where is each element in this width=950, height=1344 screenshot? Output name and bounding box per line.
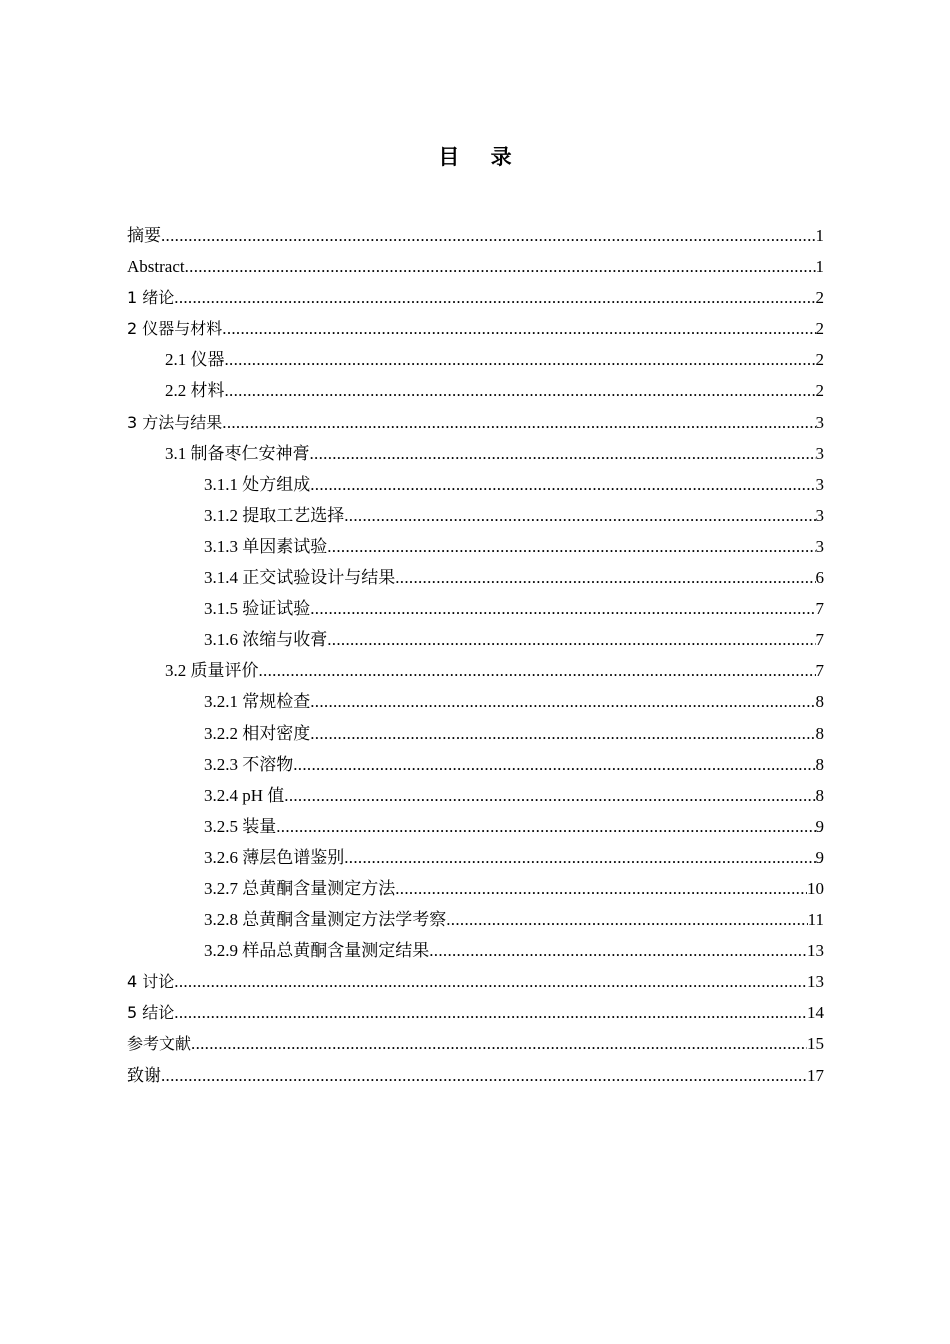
toc-dot-leader: [191, 1028, 807, 1059]
toc-entry[interactable]: [127, 282, 824, 313]
toc-entry-page-number: 3: [815, 412, 824, 432]
toc-entry-label: 4 讨论: [127, 972, 175, 992]
toc-entry-label: 3.1.4 正交试验设计与结果: [204, 568, 396, 588]
toc-entry[interactable]: [127, 220, 824, 251]
toc-entry-label: 1 绪论: [127, 288, 175, 308]
toc-entry-label: 3.2.7 总黄酮含量测定方法: [204, 878, 396, 898]
toc-entry-label: 3.2.1 常规检查: [204, 692, 311, 712]
toc-entry-label: 5 结论: [127, 1003, 175, 1023]
toc-entry[interactable]: [127, 749, 824, 780]
toc-entry[interactable]: [127, 997, 824, 1028]
toc-entry-page-number: 7: [815, 661, 824, 681]
toc-dot-leader: [185, 251, 816, 282]
toc-entry-page-number: 17: [807, 1065, 824, 1085]
toc-entry[interactable]: [127, 966, 824, 997]
toc-dot-leader: [259, 655, 816, 686]
toc-dot-leader: [174, 282, 815, 313]
toc-entry[interactable]: [127, 407, 824, 438]
toc-entry-label: 致谢: [127, 1065, 161, 1085]
toc-entry-page-number: 11: [807, 910, 824, 930]
toc-entry-page-number: 3: [815, 505, 824, 525]
toc-entry-page-number: 15: [807, 1034, 824, 1054]
toc-entry[interactable]: [127, 375, 824, 406]
toc-dot-leader: [310, 438, 816, 469]
toc-dot-leader: [395, 562, 815, 593]
toc-entry-label: 3.2.6 薄层色谱鉴别: [204, 847, 345, 867]
toc-entry-label: 3.2.2 相对密度: [204, 723, 311, 743]
toc-entry-label: 3.2.4 pH 值: [204, 785, 285, 805]
toc-entry[interactable]: [127, 811, 824, 842]
toc-entry-page-number: 2: [815, 319, 824, 339]
toc-entry-page-number: 3: [815, 474, 824, 494]
table-of-contents: [127, 220, 824, 1091]
toc-entry-page-number: 1: [815, 257, 824, 277]
toc-entry-label: 3.2.9 样品总黄酮含量测定结果: [204, 941, 430, 961]
toc-entry[interactable]: [127, 686, 824, 717]
toc-entry-label: 摘要: [127, 226, 161, 245]
toc-entry-page-number: 8: [815, 785, 824, 805]
toc-entry-label: 参考文献: [127, 1034, 192, 1054]
toc-dot-leader: [310, 469, 815, 500]
toc-entry-page-number: 8: [815, 692, 824, 712]
toc-entry-label: 3.1.6 浓缩与收膏: [204, 630, 328, 650]
toc-dot-leader: [310, 593, 815, 624]
page-title: 目 录: [438, 145, 524, 169]
toc-entry-page-number: 3: [815, 536, 824, 556]
toc-entry-page-number: 1: [815, 226, 824, 245]
toc-entry-page-number: 9: [815, 816, 824, 836]
toc-entry-page-number: 2: [815, 381, 824, 401]
toc-entry[interactable]: [127, 438, 824, 469]
toc-entry-label: 3.1.1 处方组成: [204, 474, 311, 494]
toc-entry-label: 3.1.2 提取工艺选择: [204, 505, 345, 525]
toc-entry[interactable]: [127, 1028, 824, 1059]
toc-dot-leader: [310, 718, 815, 749]
toc-entry-page-number: 2: [815, 350, 824, 370]
toc-entry-page-number: 13: [807, 972, 824, 992]
toc-dot-leader: [161, 1060, 807, 1091]
toc-entry[interactable]: [127, 904, 824, 935]
toc-entry-label: 2.1 仪器: [165, 350, 225, 370]
toc-entry[interactable]: [127, 251, 824, 282]
toc-dot-leader: [225, 375, 816, 406]
toc-dot-leader: [327, 531, 815, 562]
toc-entry[interactable]: [127, 624, 824, 655]
toc-dot-leader: [284, 780, 815, 811]
toc-entry-label: 3.2.8 总黄酮含量测定方法学考察: [204, 910, 447, 930]
toc-entry[interactable]: [127, 500, 824, 531]
toc-entry[interactable]: [127, 718, 824, 749]
toc-entry[interactable]: [127, 593, 824, 624]
toc-entry-label: 3 方法与结果: [127, 412, 223, 432]
toc-entry-page-number: 9: [815, 847, 824, 867]
toc-dot-leader: [174, 966, 807, 997]
toc-entry[interactable]: [127, 655, 824, 686]
toc-entry-page-number: 8: [815, 754, 824, 774]
toc-entry-page-number: 7: [815, 599, 824, 619]
toc-entry-label: 3.2.3 不溶物: [204, 754, 294, 774]
toc-entry-label: 3.2 质量评价: [165, 661, 259, 681]
toc-entry-label: 3.1.3 单因素试验: [204, 536, 328, 556]
toc-entry-page-number: 13: [807, 941, 824, 961]
toc-dot-leader: [395, 873, 807, 904]
toc-entry[interactable]: [127, 562, 824, 593]
toc-dot-leader: [174, 997, 807, 1028]
toc-entry-page-number: 3: [815, 443, 824, 463]
toc-entry[interactable]: [127, 344, 824, 375]
toc-entry[interactable]: [127, 935, 824, 966]
toc-entry-page-number: 14: [807, 1003, 824, 1023]
toc-dot-leader: [161, 220, 816, 251]
toc-entry[interactable]: [127, 873, 824, 904]
toc-entry-page-number: 8: [815, 723, 824, 743]
toc-entry-page-number: 10: [807, 878, 824, 898]
toc-entry-label: 3.1 制备枣仁安神膏: [165, 443, 310, 463]
toc-dot-leader: [222, 313, 815, 344]
toc-dot-leader: [446, 904, 807, 935]
toc-entry[interactable]: [127, 1060, 824, 1091]
toc-entry[interactable]: [127, 531, 824, 562]
toc-dot-leader: [344, 500, 815, 531]
toc-entry[interactable]: [127, 469, 824, 500]
toc-dot-leader: [293, 749, 815, 780]
toc-entry[interactable]: [127, 842, 824, 873]
toc-entry-label: Abstract: [127, 257, 185, 277]
toc-entry-page-number: 2: [815, 288, 824, 308]
toc-entry-label: 3.1.5 验证试验: [204, 599, 311, 619]
toc-dot-leader: [276, 811, 815, 842]
toc-entry-label: 3.2.5 装量: [204, 816, 277, 836]
toc-entry-label: 2.2 材料: [165, 381, 225, 401]
toc-entry[interactable]: [127, 780, 824, 811]
toc-dot-leader: [310, 686, 815, 717]
toc-dot-leader: [429, 935, 807, 966]
toc-entry[interactable]: [127, 313, 824, 344]
toc-entry-label: 2 仪器与材料: [127, 319, 223, 339]
toc-entry-page-number: 6: [815, 568, 824, 588]
toc-dot-leader: [327, 624, 815, 655]
toc-dot-leader: [222, 407, 815, 438]
toc-entry-page-number: 7: [815, 630, 824, 650]
toc-dot-leader: [225, 344, 816, 375]
toc-dot-leader: [344, 842, 815, 873]
